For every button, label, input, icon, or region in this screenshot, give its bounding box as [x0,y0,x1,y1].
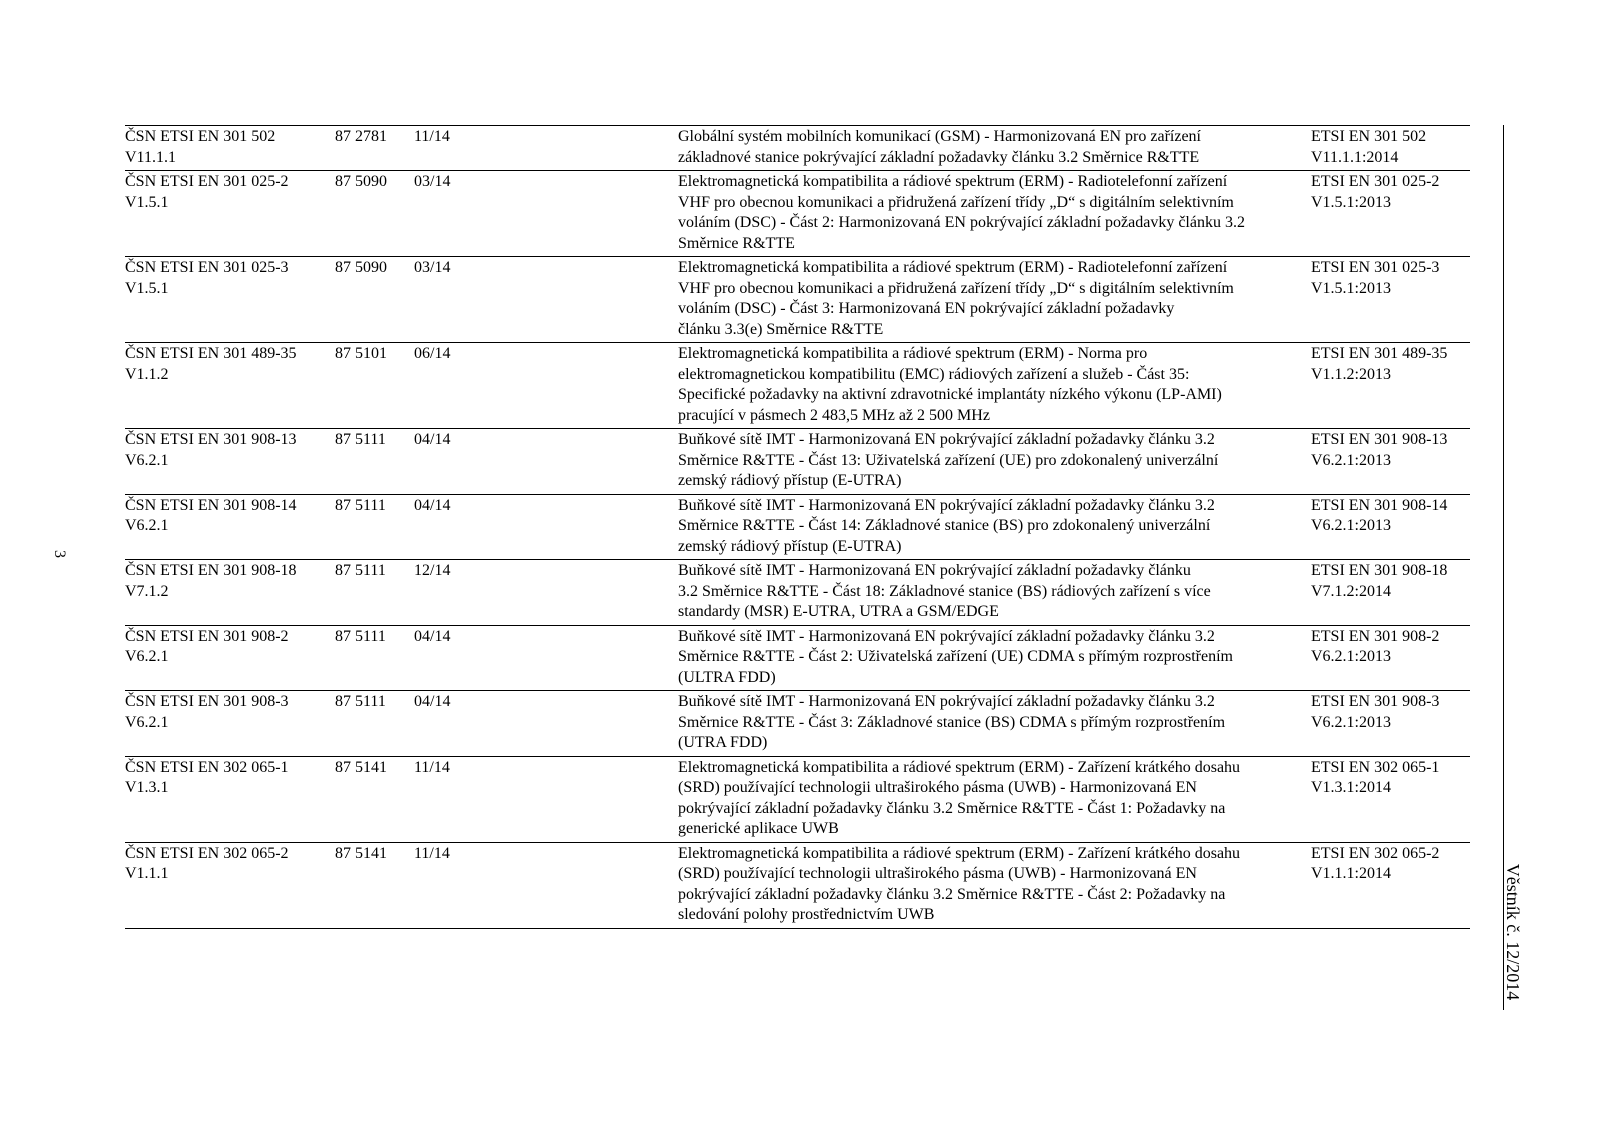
reference-line: V6.2.1:2013 [1311,713,1391,731]
reference-line: V7.1.2:2014 [1311,582,1391,600]
date-cell: 03/14 [414,171,678,257]
title-line: sledování polohy prostřednictvím UWB [678,906,935,923]
date-cell: 06/14 [414,343,678,429]
reference-line: ETSI EN 301 908-14 [1311,496,1448,514]
date-cell: 11/14 [414,128,450,145]
page-number: 3 [51,550,68,558]
reference-line: V6.2.1:2013 [1311,517,1391,534]
table-row [125,691,1470,757]
standard-line: ČSN ETSI EN 301 489-35 [125,345,297,362]
title-line: článku 3.3(e) Směrnice R&TTE [678,320,884,338]
title-line: 3.2 Směrnice R&TTE - Část 18: Základnové stanice (BS) rádiových zařízení s více [678,582,1211,600]
title-line: Specifické požadavky na aktivní zdravotnické implantáty nízkého výkonu (LP-AMI) [678,386,1222,403]
reference-line: V1.3.1:2014 [1311,779,1391,796]
title-line: (SRD) používající technologii ultraširokého pásma (UWB) - Harmonizovaná EN [678,779,1197,796]
title-cell [678,842,1311,928]
reference-line: ETSI EN 301 025-2 [1311,173,1440,190]
date-cell: 11/14 [414,842,678,928]
title-line: Elektromagnetická kompatibilita a rádiové spektrum (ERM) - Norma pro [678,345,1148,362]
standard-line: V6.2.1 [125,713,169,731]
title-line: (ULTRA FDD) [678,668,776,686]
table-row [125,625,1470,691]
title-line: Směrnice R&TTE - Část 14: Základnové stanice (BS) pro zdokonalený univerzální [678,517,1211,534]
table-row [125,343,1470,429]
code-cell: 87 5111 [335,691,414,757]
reference-line: V11.1.1:2014 [1311,148,1399,166]
code-cell: 87 5101 [335,343,414,429]
title-line: generické aplikace UWB [678,820,839,837]
title-line: pokrývající základní požadavky článku 3.2 Směrnice R&TTE - Část 1: Požadavky na [678,799,1226,817]
title-cell [678,257,1311,343]
standard-line: V7.1.2 [125,582,169,600]
reference-line: ETSI EN 301 489-35 [1311,345,1448,362]
standard-cell [125,257,335,343]
title-line: Směrnice R&TTE [678,234,795,252]
table-row [125,756,1470,842]
reference-line: ETSI EN 301 025-3 [1311,259,1440,276]
standard-line: V11.1.1 [125,148,176,166]
reference-line: V1.1.1:2014 [1311,865,1391,882]
title-line: základnové stanice pokrývající základní požadavky článku 3.2 Směrnice R&TTE [678,148,1200,166]
code-cell: 87 5141 [335,842,414,928]
date-cell: 11/14 [414,756,678,842]
code-cell: 87 5111 [335,625,414,691]
standard-cell [125,560,335,626]
title-line: Buňkové sítě IMT - Harmonizovaná EN pokrývající základní požadavky článku 3.2 [678,627,1215,645]
standard-cell [125,343,335,429]
reference-cell [1311,691,1470,757]
title-cell [678,429,1311,495]
standard-line: V1.1.2 [125,365,169,383]
title-line: Elektromagnetická kompatibilita a rádiové spektrum (ERM) - Zařízení krátkého dosahu [678,844,1241,862]
title-line: voláním (DSC) - Část 3: Harmonizovaná EN pokrývající základní požadavky [678,300,1175,317]
reference-cell [1311,257,1470,343]
reference-cell [1311,494,1470,560]
standard-line: V6.2.1 [125,451,169,469]
title-line: zemský rádiový přístup (E-UTRA) [678,472,902,489]
title-cell [678,625,1311,691]
standard-line: ČSN ETSI EN 301 908-3 [125,693,289,710]
standard-line: V6.2.1 [125,648,169,665]
code-cell: 87 5090 [335,171,414,257]
code-cell: 87 5111 [335,560,414,626]
title-line: zemský rádiový přístup (E-UTRA) [678,537,902,555]
title-line: Směrnice R&TTE - Část 3: Základnové stanice (BS) CDMA s přímým rozprostřením [678,713,1226,731]
title-cell [678,126,1311,171]
title-line: standardy (MSR) E-UTRA, UTRA a GSM/EDGE [678,603,999,620]
standard-line: V1.5.1 [125,279,169,297]
title-line: (SRD) používající technologii ultraširokého pásma (UWB) - Harmonizovaná EN [678,865,1197,882]
reference-cell [1311,171,1470,257]
reference-line: ETSI EN 301 502 [1311,128,1427,145]
table-row [125,842,1470,928]
standard-line: ČSN ETSI EN 301 908-18 [125,562,297,579]
date-cell: 04/14 [414,691,678,757]
title-cell [678,560,1311,626]
reference-line: ETSI EN 301 908-18 [1311,562,1448,579]
title-line: voláním (DSC) - Část 2: Harmonizovaná EN pokrývající základní požadavky článku 3.2 [678,214,1245,231]
title-line: Elektromagnetická kompatibilita a rádiové spektrum (ERM) - Radiotelefonní zařízení [678,173,1228,190]
reference-line: ETSI EN 302 065-2 [1311,844,1440,862]
title-cell [678,756,1311,842]
table-row [125,494,1470,560]
standard-line: ČSN ETSI EN 301 502 [125,128,276,145]
standard-cell [125,126,335,171]
standard-line: V6.2.1 [125,517,169,534]
table-row [125,257,1470,343]
standard-line: ČSN ETSI EN 301 908-13 [125,431,297,448]
date-cell: 04/14 [414,625,678,691]
standards-table [125,125,1470,929]
standard-cell [125,494,335,560]
title-cell [678,343,1311,429]
standard-line: ČSN ETSI EN 301 025-3 [125,259,289,276]
standards-table-body [125,126,1470,929]
table-row [125,126,1470,171]
code-cell: 87 5090 [335,257,414,343]
table-row [125,429,1470,495]
standard-line: ČSN ETSI EN 301 025-2 [125,173,289,190]
standard-cell [125,171,335,257]
title-line: Elektromagnetická kompatibilita a rádiové spektrum (ERM) - Zařízení krátkého dosahu [678,758,1241,776]
standard-cell [125,756,335,842]
title-line: Buňkové sítě IMT - Harmonizovaná EN pokrývající základní požadavky článku 3.2 [678,431,1215,448]
reference-line: ETSI EN 301 908-13 [1311,431,1448,448]
reference-line: V1.5.1:2013 [1311,193,1391,211]
title-line: pokrývající základní požadavky článku 3.2 Směrnice R&TTE - Část 2: Požadavky na [678,885,1226,903]
table-row [125,560,1470,626]
title-line: Buňkové sítě IMT - Harmonizovaná EN pokrývající základní požadavky článku [678,562,1191,579]
standard-cell [125,842,335,928]
title-line: elektromagnetickou kompatibilitu (EMC) rádiových zařízení a služeb - Část 35: [678,365,1190,383]
reference-line: V1.5.1:2013 [1311,279,1391,297]
code-cell: 87 2781 [335,128,387,145]
standard-cell [125,429,335,495]
title-line: Směrnice R&TTE - Část 13: Uživatelská zařízení (UE) pro zdokonalený univerzální [678,451,1219,469]
standard-line: ČSN ETSI EN 301 908-2 [125,627,289,645]
title-line: (UTRA FDD) [678,734,768,751]
reference-line: V6.2.1:2013 [1311,451,1391,469]
title-line: Globální systém mobilních komunikací (GSM) - Harmonizovaná EN pro zařízení [678,128,1201,145]
standard-line: ČSN ETSI EN 302 065-1 [125,758,289,776]
reference-line: ETSI EN 301 908-3 [1311,693,1440,710]
date-cell: 12/14 [414,560,678,626]
title-cell [678,171,1311,257]
title-line: pracující v pásmech 2 483,5 MHz až 2 500 MHz [678,406,990,424]
reference-line: V6.2.1:2013 [1311,648,1391,665]
standard-cell [125,625,335,691]
standard-cell [125,691,335,757]
code-cell: 87 5111 [335,494,414,560]
reference-cell [1311,756,1470,842]
standard-line: V1.3.1 [125,779,169,796]
reference-cell [1311,126,1470,171]
date-cell: 04/14 [414,494,678,560]
date-cell: 04/14 [414,429,678,495]
date-cell: 03/14 [414,257,678,343]
code-cell: 87 5111 [335,429,414,495]
title-cell [678,691,1311,757]
title-line: VHF pro obecnou komunikaci a přidružená zařízení třídy „D“ s digitálním selektivním [678,193,1234,211]
reference-cell [1311,429,1470,495]
code-cell: 87 5141 [335,756,414,842]
journal-label: Věstník č. 12/2014 [1503,863,1523,1001]
reference-line: ETSI EN 302 065-1 [1311,758,1440,776]
standard-line: V1.5.1 [125,193,169,211]
title-line: Směrnice R&TTE - Část 2: Uživatelská zařízení (UE) CDMA s přímým rozprostřením [678,648,1233,665]
reference-cell [1311,842,1470,928]
standard-line: ČSN ETSI EN 301 908-14 [125,496,297,514]
title-line: Buňkové sítě IMT - Harmonizovaná EN pokrývající základní požadavky článku 3.2 [678,693,1215,710]
title-cell [678,494,1311,560]
title-line: VHF pro obecnou komunikaci a přidružená zařízení třídy „D“ s digitálním selektivním [678,279,1234,297]
title-line: Elektromagnetická kompatibilita a rádiové spektrum (ERM) - Radiotelefonní zařízení [678,259,1228,276]
standard-line: ČSN ETSI EN 302 065-2 [125,844,289,862]
reference-line: V1.1.2:2013 [1311,365,1391,383]
title-line: Buňkové sítě IMT - Harmonizovaná EN pokrývající základní požadavky článku 3.2 [678,496,1215,514]
reference-cell [1311,560,1470,626]
table-row [125,171,1470,257]
reference-line: ETSI EN 301 908-2 [1311,627,1440,645]
reference-cell [1311,625,1470,691]
reference-cell [1311,343,1470,429]
standard-line: V1.1.1 [125,865,169,882]
